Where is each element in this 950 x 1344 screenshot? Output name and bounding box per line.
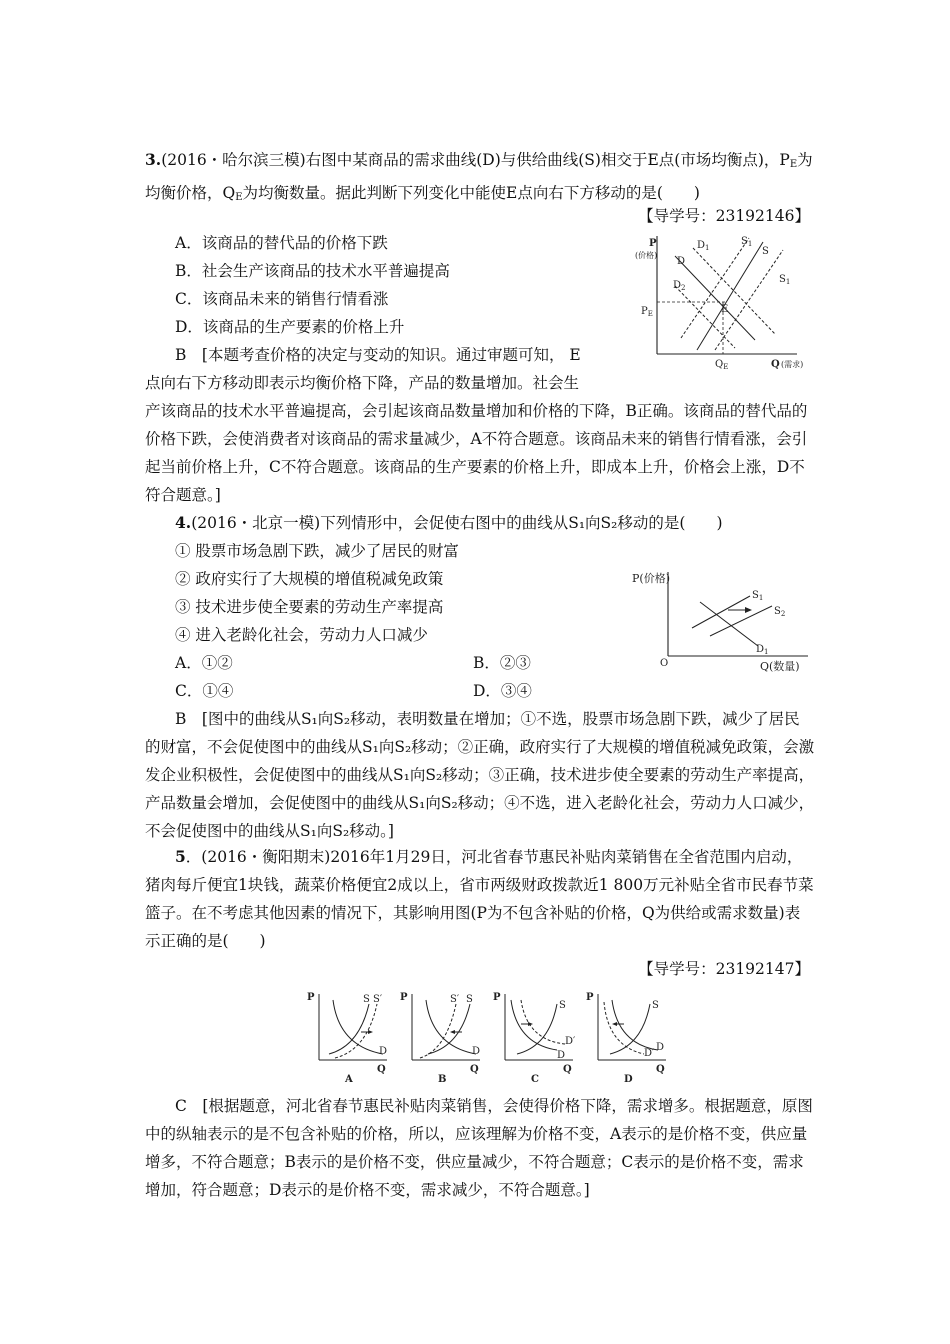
q3-axis-p: P <box>649 238 657 249</box>
q5-stem: 5．(2016・衡阳期末)2016年1月29日，河北省春节惠民补贴肉菜销售在全省范围内启动，猪肉每斤便宜1块钱，蔬菜价格便宜2成以上，省市两级财政拨款近1 800万元补贴全省市民春节菜篮子。在不考虑其他因素的情况下，其影响用图(P为不包含补贴的价格，Q为供给或需求数量)表示正确的是( ) <box>145 847 814 950</box>
q5a-caption: A <box>345 1074 353 1085</box>
q4-option-a: A．①② <box>175 654 233 672</box>
q3-answer-line1: B [本题考查价格的决定与变动的知识。通过审题可知， E <box>175 346 581 364</box>
q3-label-s1-top: $S_1$ <box>741 236 753 248</box>
q4-item-2: ② 政府实行了大规模的增值税减免政策 <box>175 570 444 588</box>
q5b-axis-p: P <box>400 992 408 1003</box>
q3-guide-number: 【导学号：23192146】 <box>638 207 810 225</box>
q5a-curve-d <box>333 1000 383 1054</box>
q4-item-1: ① 股票市场急剧下跌，减少了居民的财富 <box>175 542 459 560</box>
q4-axis-p: P(价格) <box>632 572 670 585</box>
q3-curve-d1 <box>693 248 775 334</box>
q3-stem: 3.(2016・哈尔滨三模)右图中某商品的需求曲线(D)与供给曲线(S)相交于E点(市场均衡点)，$P_E$为均衡价格，$Q_E$为均衡数量。据此判断下列变化中能使E点向右下方移动的是( ) <box>145 150 813 203</box>
q5-answer: C [根据题意，河北省春节惠民补贴肉菜销售，会使得价格下降，需求增多。根据题意，原图中的纵轴表示的是不包含补贴的价格，所以，应该理解为价格不变，A表示的是价格不变，供应量增多，不符合题意；B表示的是价格不变，供应量减少，不符合题意；C表示的是价格不变，需求增加，符合题意；D表示的是价格不变，需求减少，不符合题意。] <box>145 1097 813 1199</box>
q3-option-b: B．社会生产该商品的技术水平普遍提高 <box>175 262 450 280</box>
q3-axis-q-label: (需求) <box>781 360 804 369</box>
q5c-label-d-alt: D′ <box>565 1036 576 1047</box>
q3-option-c: C．该商品未来的销售行情看涨 <box>175 290 389 308</box>
q5a-curve-s-alt <box>335 1004 377 1058</box>
q5b-label-d: D <box>472 1046 481 1057</box>
q5a-label-d: D <box>379 1046 388 1057</box>
q3-label-d: D <box>677 256 686 267</box>
q3-axis-q: Q <box>771 359 780 370</box>
q3-curve-d2 <box>675 286 735 348</box>
q5-chart-c <box>491 988 583 1086</box>
q4-option-c: C．①④ <box>175 682 234 700</box>
q5d-label-d: D <box>656 1042 665 1053</box>
q3-option-d: D．该商品的生产要素的价格上升 <box>175 318 405 336</box>
q5d-curve-d-alt <box>604 1002 644 1054</box>
q4-axes <box>668 572 808 656</box>
q3-axis-p-label: (价格) <box>635 251 658 260</box>
q5b-label-s: S <box>466 994 473 1005</box>
q3-option-a: A．该商品的替代品的价格下跌 <box>175 234 388 252</box>
q5-chart-d <box>584 988 676 1086</box>
q4-origin: O <box>660 658 669 669</box>
q5-chart-b <box>398 988 490 1086</box>
q5d-label-d-alt: D′ <box>644 1048 655 1059</box>
q4-stem: 4.(2016・北京一模)下列情形中，会促使右图中的曲线从S₁向S₂移动的是( ) <box>175 513 723 532</box>
q4-option-d: D．③④ <box>473 682 532 700</box>
q4-item-3: ③ 技术进步使全要素的劳动生产率提高 <box>175 598 444 616</box>
q3-label-qe: $Q_E$ <box>715 359 729 371</box>
q5-chart-a <box>305 988 397 1086</box>
q5b-curve-s <box>428 1004 470 1054</box>
q5c-axis-p: P <box>493 992 501 1003</box>
q3-curve-s <box>697 242 763 350</box>
q5c-curve-s <box>517 1004 557 1054</box>
q5a-axis-p: P <box>307 992 315 1003</box>
q5d-label-s: S <box>652 1000 659 1011</box>
q3-answer-line2: 点向右下方移动即表示均衡价格下降，产品的数量增加。社会生 <box>145 374 580 392</box>
q4-option-b: B．②③ <box>473 654 531 672</box>
q5a-label-s-alt: S′ <box>373 994 383 1005</box>
q3-label-e: E <box>721 304 729 315</box>
q5c-axis-q: Q <box>563 1064 572 1075</box>
q5b-axis-q: Q <box>470 1064 479 1075</box>
q5b-caption: B <box>438 1074 447 1085</box>
q5c-label-s: S <box>559 1000 566 1011</box>
q4-supply-shift-chart <box>630 566 820 676</box>
q5c-label-d: D <box>557 1050 566 1061</box>
q3-label-s: S <box>762 246 769 257</box>
q5d-caption: D <box>624 1074 633 1085</box>
q4-label-s1: $S_1$ <box>752 590 764 602</box>
q5b-label-s-alt: S′ <box>450 994 460 1005</box>
q4-curve-s1 <box>692 596 750 628</box>
q3-answer-rest: 产该商品的技术水平普遍提高，会引起该商品数量增加和价格的下降，B正确。该商品的替代品的价格下跌，会使消费者对该商品的需求量减少，A不符合题意。该商品未来的销售行情看涨，会引起当前价格上升，C不符合题意。该商品的生产要素的价格上升，即成本上升，价格会上涨，D不符合题意。] <box>145 402 808 504</box>
q3-label-d1: $D_1$ <box>697 240 710 252</box>
q4-axis-q: Q(数量) <box>760 660 800 673</box>
q3-label-d2: $D_2$ <box>673 280 686 292</box>
q5d-axis-q: Q <box>656 1064 665 1075</box>
q4-shift-arrowhead <box>745 607 752 613</box>
q4-item-4: ④ 进入老龄化社会，劳动力人口减少 <box>175 626 428 644</box>
q4-label-d1: $D_1$ <box>756 644 769 656</box>
q4-answer: B [图中的曲线从S₁向S₂移动，表明数量在增加；①不选，股票市场急剧下跌，减少了居民的财富，不会促使图中的曲线从S₁向S₂移动；②正确，政府实行了大规模的增值税减免政策，会激发企业积极性，会促使图中的曲线从S₁向S₂移动；③正确，技术进步使全要素的劳动生产率提高，产品数量会增加，会促使图中的曲线从S₁向S₂移动；④不选，进入老龄化社会，劳动力人口减少，不会促使图中的曲线从S₁向S₂移动。] <box>145 710 815 840</box>
q5-guide-number: 【导学号：23192147】 <box>638 960 810 978</box>
q5a-axis-q: Q <box>377 1064 386 1075</box>
q3-axes <box>657 236 797 354</box>
q4-label-s2: $S_2$ <box>774 606 786 618</box>
q5d-axis-p: P <box>586 992 594 1003</box>
q3-label-s1-right: $S_1$ <box>779 274 791 286</box>
q4-curve-d1 <box>700 602 758 646</box>
q5a-label-s: S <box>363 994 370 1005</box>
q5c-caption: C <box>531 1074 539 1085</box>
q3-supply-demand-chart <box>635 228 820 376</box>
q3-label-pe: $P_E$ <box>641 306 653 318</box>
